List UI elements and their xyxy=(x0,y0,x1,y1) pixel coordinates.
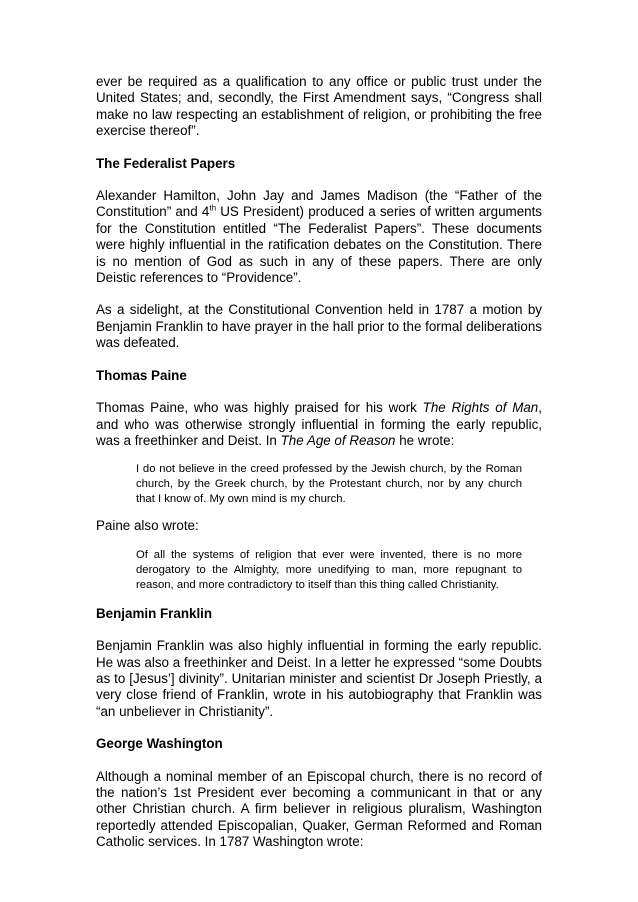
paine-p1-c: he wrote: xyxy=(395,432,455,448)
paine-p1-a: Thomas Paine, who was highly praised for his work xyxy=(96,400,423,416)
paine-paragraph-2: Paine also wrote: xyxy=(96,518,199,534)
paine-p1-b: , and who was otherwise strongly influential in forming the early republic, was a freethinker and Deist. In xyxy=(96,400,542,448)
paine-paragraph-1 xyxy=(96,400,542,449)
paine-quote-1: I do not believe in the creed professed by the Jewish church, by the Roman church, by the Greek church, by the Protestant church, nor by any church that I know of. My own mind is my church. xyxy=(136,463,522,506)
book-title-rights-of-man: The Rights of Man xyxy=(422,400,539,416)
federalist-p1-superscript: th xyxy=(209,203,217,213)
book-title-age-of-reason: The Age of Reason xyxy=(280,432,396,448)
franklin-paragraph: Benjamin Franklin was also highly influential in forming the early republic. He was also a freethinker and Deist. In a letter he expressed “some Doubts as to [Jesus’] divinity”. Unitarian minister and scientist Dr Joseph Priestly, a very close friend of Franklin, wrote in his autobiography that Franklin was “an unbeliever in Christianity”. xyxy=(96,638,542,719)
federalist-p1-before: Alexander Hamilton, John Jay and James Madison (the “Father of the Constitution” and 4 xyxy=(96,188,542,220)
heading-george-washington: George Washington xyxy=(96,736,223,752)
federalist-p1-after: US President) produced a series of written arguments for the Constitution entitled “The Federalist Papers”. These documents were highly influential in the ratification debates on the Constitution. There is no mention of God as such in any of these papers. There are only Deistic references to “Providence”. xyxy=(96,204,542,286)
heading-federalist-papers: The Federalist Papers xyxy=(96,155,236,171)
document-page xyxy=(96,74,542,851)
heading-benjamin-franklin: Benjamin Franklin xyxy=(96,605,213,621)
heading-thomas-paine: Thomas Paine xyxy=(96,367,187,383)
intro-paragraph: ever be required as a qualification to any office or public trust under the United States; and, secondly, the First Amendment says, “Congress shall make no law respecting an establishment of religion, or prohibiting the free exercise thereof”. xyxy=(96,74,542,139)
federalist-paragraph-2: As a sidelight, at the Constitutional Convention held in 1787 a motion by Benjamin Franklin to have prayer in the hall prior to the formal deliberations was defeated. xyxy=(96,302,542,351)
federalist-paragraph-1 xyxy=(96,188,542,286)
washington-paragraph: Although a nominal member of an Episcopal church, there is no record of the nation’s 1st President ever becoming a communicant in that or any other Christian church. A firm believer in religious pluralism, Washington reportedly attended Episcopalian, Quaker, German Reformed and Roman Catholic services. In 1787 Washington wrote: xyxy=(96,768,542,850)
paine-quote-2: Of all the systems of religion that ever were invented, there is no more derogatory to the Almighty, more unedifying to man, more repugnant to reason, and more contradictory to itself than this thing called Christianity. xyxy=(136,548,522,591)
